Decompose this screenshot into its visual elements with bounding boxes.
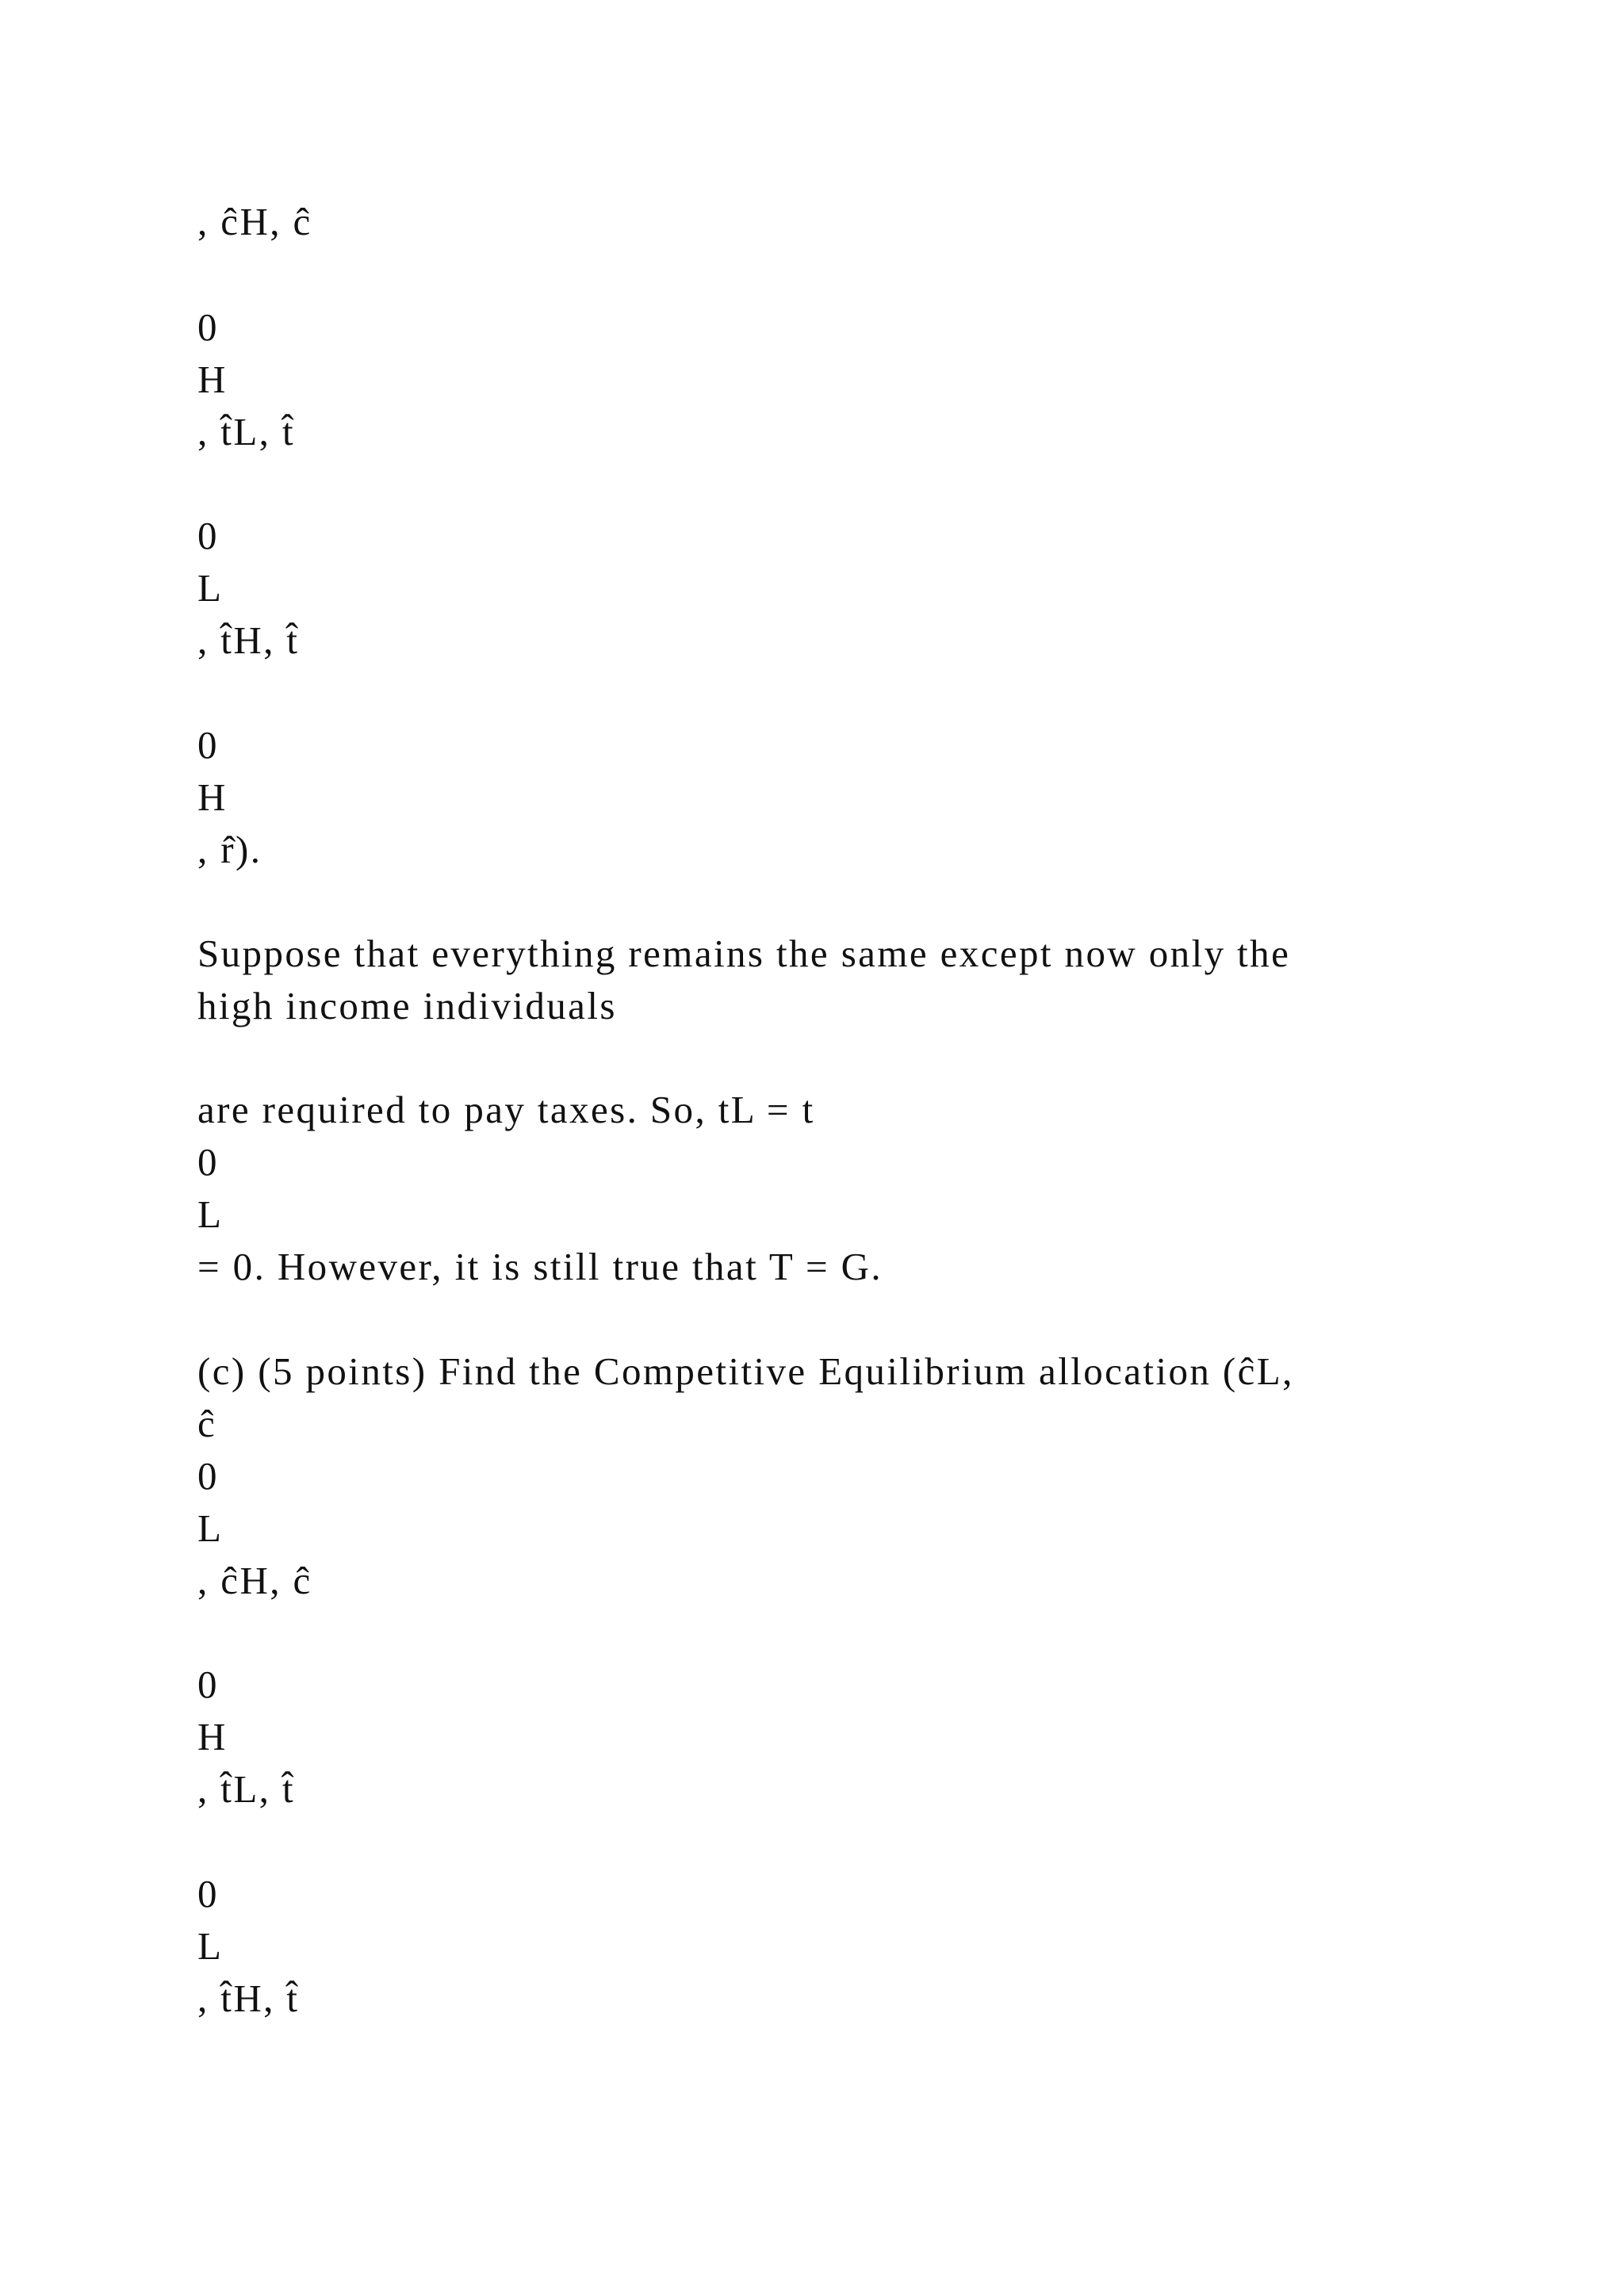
text-line: L	[197, 1506, 224, 1550]
text-line: 0	[197, 1140, 219, 1184]
text-line: L	[197, 1924, 224, 1968]
text-line: , ĉH, ĉ	[197, 200, 312, 243]
text-line: 0	[197, 1872, 219, 1915]
text-line: H	[197, 1715, 228, 1758]
text-line: L	[197, 566, 224, 610]
paragraph-line: high income individuals	[197, 984, 617, 1027]
paragraph-line: Suppose that everything remains the same except now only the	[197, 932, 1291, 975]
text-line: 0	[197, 1454, 219, 1498]
text-line: , r̂).	[197, 828, 262, 871]
paragraph-line: are required to pay taxes. So, tL = t	[197, 1088, 815, 1131]
text-line: 0	[197, 514, 219, 557]
text-line: ĉ	[197, 1402, 217, 1445]
text-line: , t̂H, t̂	[197, 618, 300, 662]
text-line: 0	[197, 1663, 219, 1706]
text-line: H	[197, 775, 228, 819]
text-line: , t̂L, t̂	[197, 410, 295, 453]
text-line: L	[197, 1192, 224, 1236]
text-line: , t̂L, t̂	[197, 1767, 295, 1811]
paragraph-line: = 0. However, it is still true that T = G.	[197, 1245, 883, 1288]
question-line: (c) (5 points) Find the Competitive Equilibrium allocation (ĉL,	[197, 1349, 1294, 1393]
text-line: 0	[197, 723, 219, 767]
text-line: 0	[197, 305, 219, 349]
text-line: , ĉH, ĉ	[197, 1559, 312, 1602]
text-line: H	[197, 358, 228, 401]
text-line: , t̂H, t̂	[197, 1976, 300, 2020]
